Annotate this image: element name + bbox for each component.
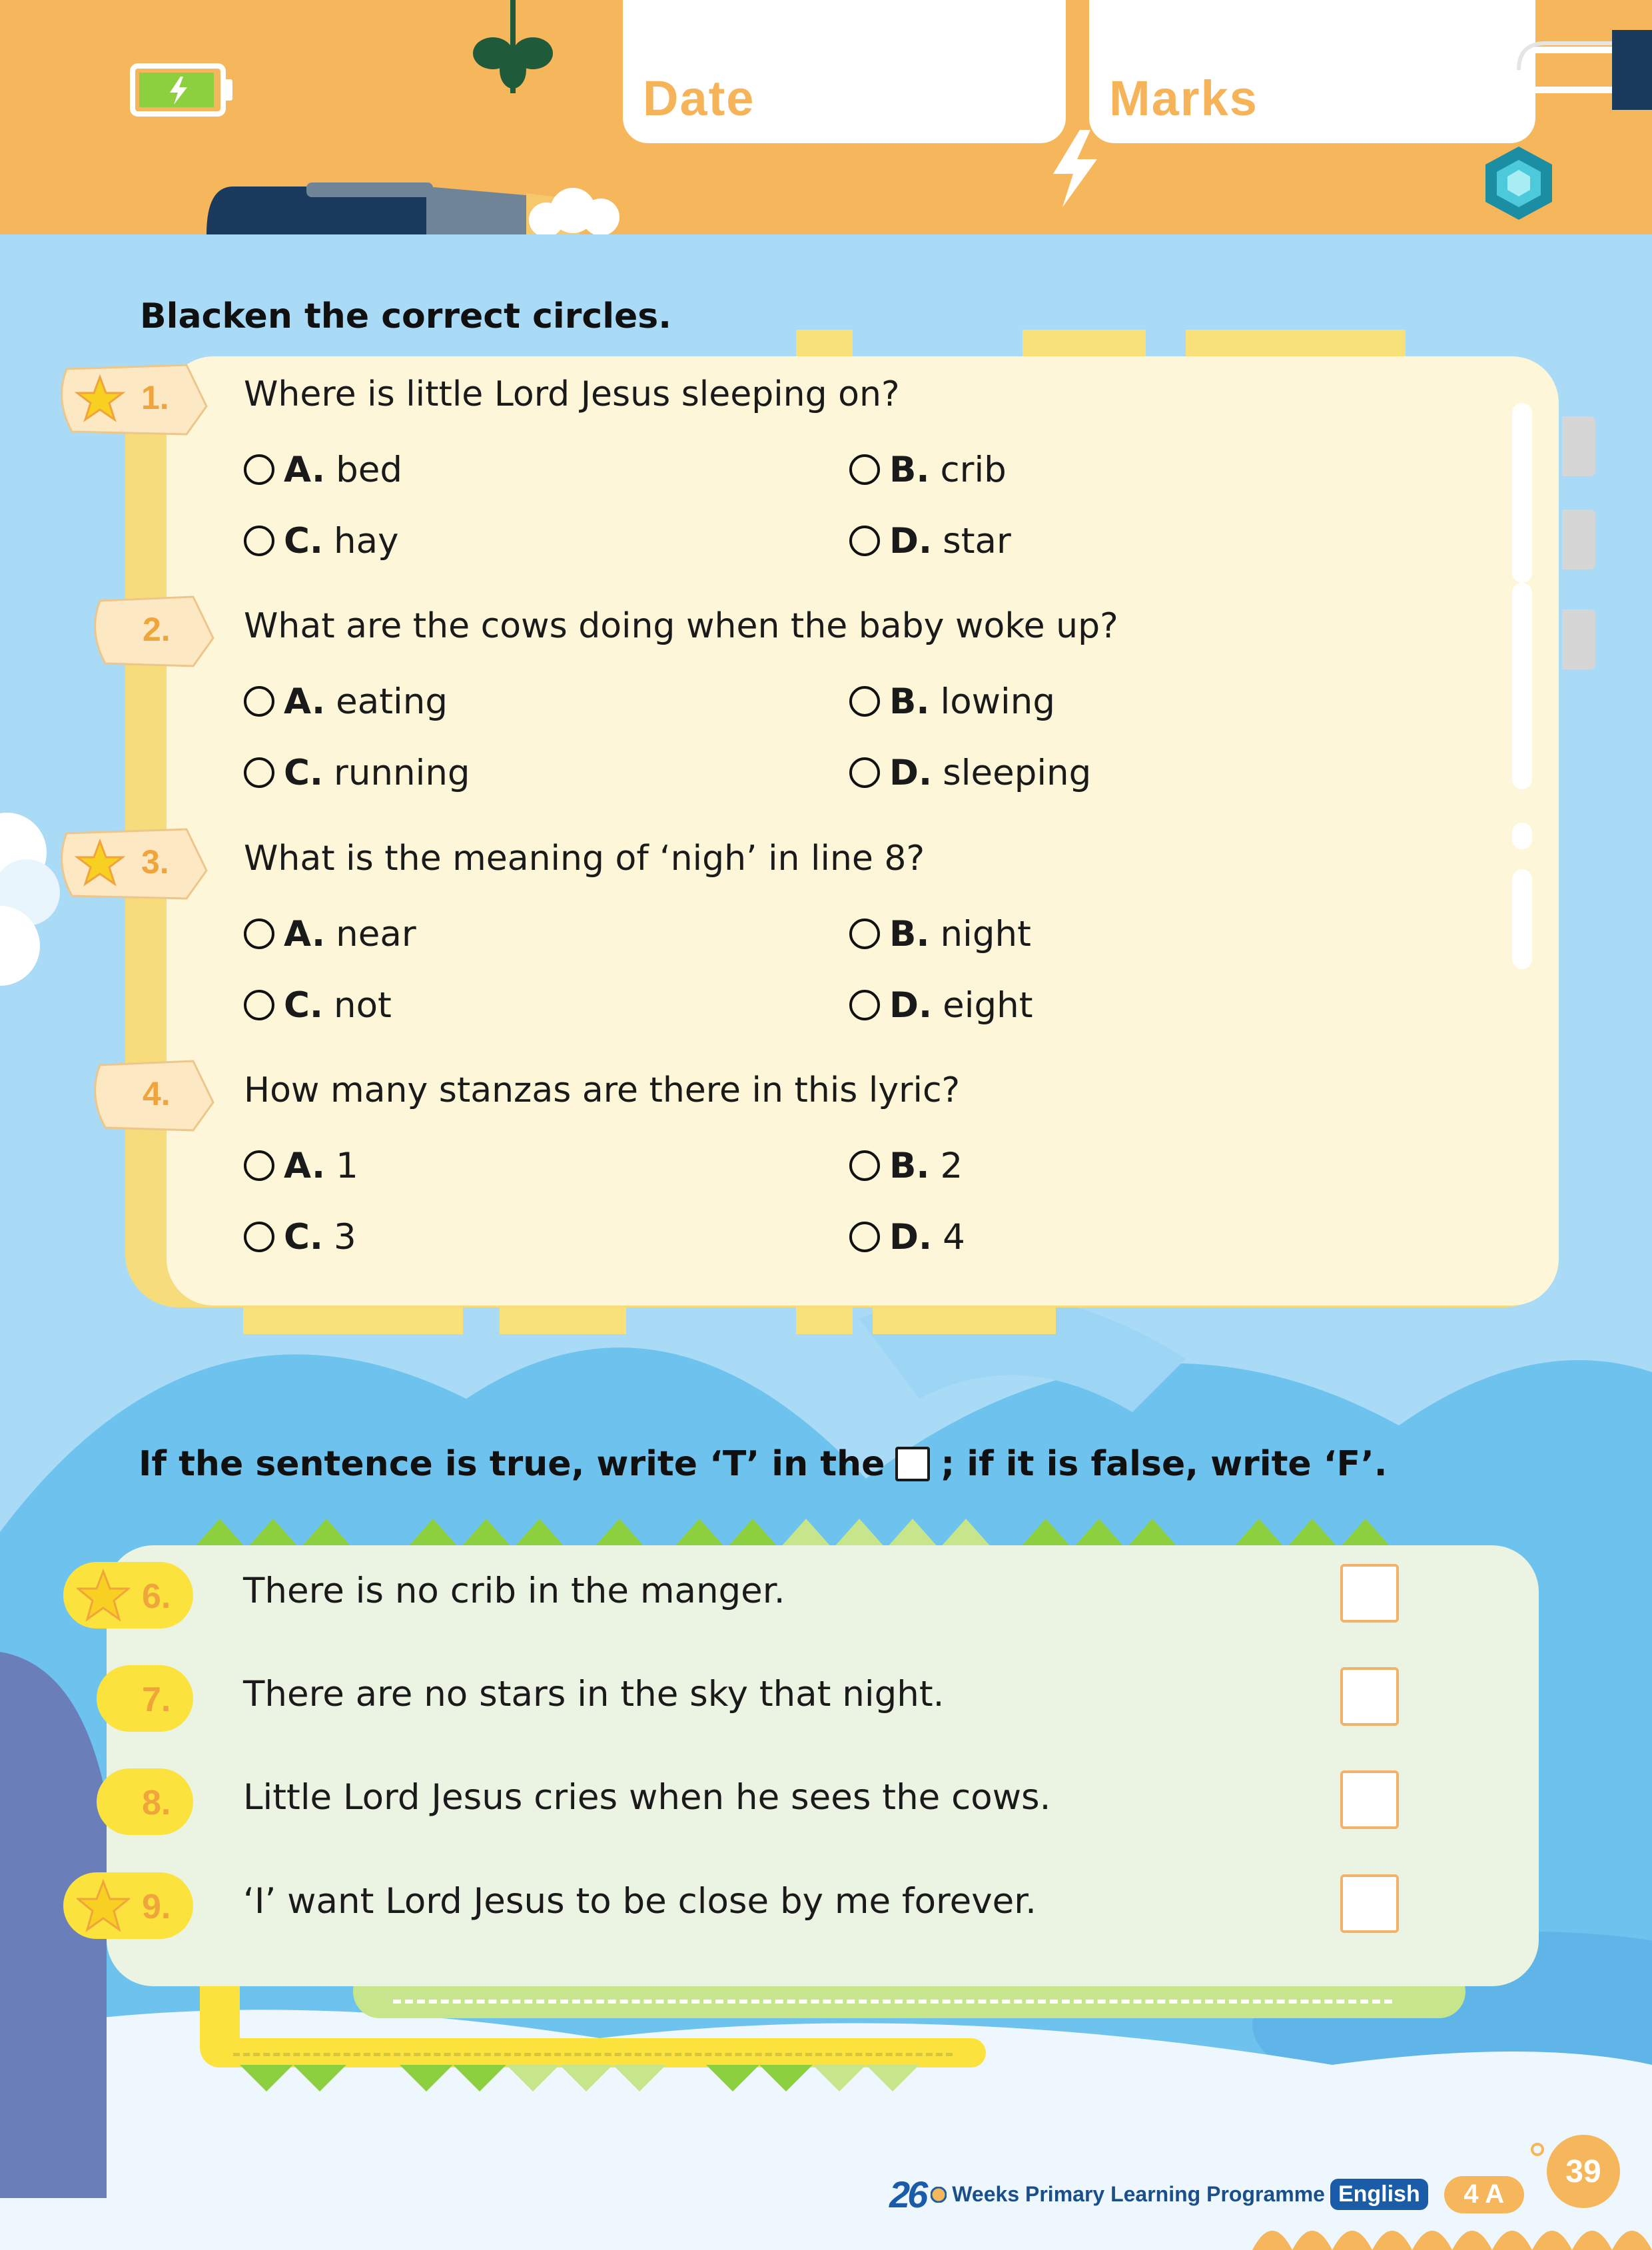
answer-circle[interactable] — [849, 454, 880, 485]
battery-icon — [130, 63, 236, 121]
subject-badge: English — [1330, 2179, 1428, 2210]
answer-circle[interactable] — [849, 757, 880, 788]
answer-circle[interactable] — [244, 1150, 274, 1181]
date-box[interactable] — [623, 0, 1066, 143]
programme-name: Weeks Primary Learning Programme — [952, 2182, 1325, 2206]
item-9-tag — [63, 1872, 193, 1939]
option-3d[interactable]: D. eight — [849, 982, 1033, 1028]
answer-circle[interactable] — [244, 919, 274, 949]
answer-box[interactable] — [1340, 1770, 1399, 1829]
scrollbar-track[interactable] — [1512, 869, 1532, 969]
scrollbar-thumb[interactable] — [1512, 823, 1532, 849]
dot-icon — [1529, 2141, 1545, 2157]
answer-circle[interactable] — [244, 686, 274, 717]
binder-clip-icon — [1505, 30, 1652, 110]
dashed-line — [393, 2000, 1392, 2004]
question-text: Where is little Lord Jesus sleeping on? — [244, 374, 900, 414]
section2-instruction — [139, 1444, 1388, 1484]
option-4b[interactable]: B. 2 — [849, 1142, 963, 1189]
level-badge: 4 A — [1444, 2176, 1524, 2213]
option-2c[interactable]: C. running — [244, 749, 470, 796]
answer-circle[interactable] — [244, 990, 274, 1020]
answer-circle[interactable] — [244, 757, 274, 788]
item-6-tag — [63, 1562, 193, 1629]
option-1d[interactable]: D. star — [849, 518, 1011, 564]
option-3c[interactable]: C. not — [244, 982, 392, 1028]
option-2d[interactable]: D. sleeping — [849, 749, 1091, 796]
question-number: 3. — [141, 843, 169, 881]
question-number: 4. — [143, 1075, 171, 1112]
panel-tab — [1562, 416, 1595, 476]
item-8-tag — [97, 1768, 193, 1835]
lightning-icon — [1049, 130, 1102, 210]
dashed-line — [233, 2053, 953, 2056]
question-text: What is the meaning of ‘nigh’ in line 8? — [244, 839, 925, 879]
option-2a[interactable]: A. eating — [244, 678, 448, 725]
answer-circle[interactable] — [849, 1150, 880, 1181]
item-number: 9. — [142, 1888, 171, 1926]
number-tag — [53, 824, 213, 904]
answer-box[interactable] — [1340, 1564, 1399, 1623]
page-number: 39 — [1547, 2135, 1620, 2208]
option-4a[interactable]: A. 1 — [244, 1142, 358, 1189]
answer-circle[interactable] — [849, 990, 880, 1020]
number-tag — [53, 360, 213, 440]
answer-circle[interactable] — [244, 454, 274, 485]
answer-circle[interactable] — [849, 526, 880, 556]
logo-badge-icon — [931, 2187, 947, 2203]
answer-circle[interactable] — [849, 919, 880, 949]
question-number: 1. — [141, 379, 169, 416]
answer-box[interactable] — [1340, 1874, 1399, 1933]
panel-tab — [1562, 510, 1595, 569]
item-8-sentence: Little Lord Jesus cries when he sees the cows. — [243, 1777, 1051, 1818]
option-4d[interactable]: D. 4 — [849, 1214, 965, 1260]
panel-tab — [1562, 609, 1595, 669]
option-1c[interactable]: C. hay — [244, 518, 398, 564]
section1-instruction: Blacken the correct circles. — [140, 296, 672, 336]
answer-circle[interactable] — [849, 686, 880, 717]
scrollbar-track[interactable] — [1512, 403, 1532, 583]
logo-number: 26 — [889, 2173, 926, 2215]
item-9-sentence: ‘I’ want Lord Jesus to be close by me forever. — [243, 1881, 1036, 1922]
zigzag-decoration — [193, 1512, 1492, 1549]
zigzag-decoration — [240, 2065, 973, 2095]
option-3a[interactable]: A. near — [244, 911, 416, 957]
option-3b[interactable]: B. night — [849, 911, 1031, 957]
answer-circle[interactable] — [849, 1222, 880, 1252]
item-number: 7. — [142, 1681, 171, 1719]
instruction-part2: ; if it is false, write ‘F’. — [941, 1444, 1388, 1484]
plant-icon — [466, 0, 560, 107]
option-1a[interactable]: A. bed — [244, 446, 402, 493]
item-7-tag — [97, 1665, 193, 1732]
date-label: Date — [643, 71, 755, 126]
option-4c[interactable]: C. 3 — [244, 1214, 356, 1260]
item-6-sentence: There is no crib in the manger. — [243, 1571, 785, 1611]
item-number: 8. — [142, 1784, 171, 1822]
answer-box[interactable] — [1340, 1667, 1399, 1726]
sample-box-icon — [895, 1447, 930, 1481]
cloud-small-icon — [526, 187, 626, 234]
item-7-sentence: There are no stars in the sky that night. — [243, 1674, 945, 1714]
question-number: 2. — [143, 611, 171, 648]
answer-circle[interactable] — [244, 1222, 274, 1252]
option-1b[interactable]: B. crib — [849, 446, 1007, 493]
question-text: How many stanzas are there in this lyric? — [244, 1070, 961, 1110]
option-2b[interactable]: B. lowing — [849, 678, 1055, 725]
question-text: What are the cows doing when the baby woke up? — [244, 606, 1118, 646]
item-number: 6. — [142, 1577, 171, 1616]
star-icon — [77, 1879, 130, 1932]
gem-icon — [1482, 143, 1555, 223]
marks-label: Marks — [1109, 71, 1258, 126]
marks-box[interactable] — [1089, 0, 1535, 143]
answer-circle[interactable] — [244, 526, 274, 556]
footer-brand-row — [889, 2173, 1524, 2216]
instruction-part1: If the sentence is true, write ‘T’ in the — [139, 1444, 885, 1484]
scrollbar-track[interactable] — [1512, 583, 1532, 789]
star-icon — [77, 1569, 130, 1622]
